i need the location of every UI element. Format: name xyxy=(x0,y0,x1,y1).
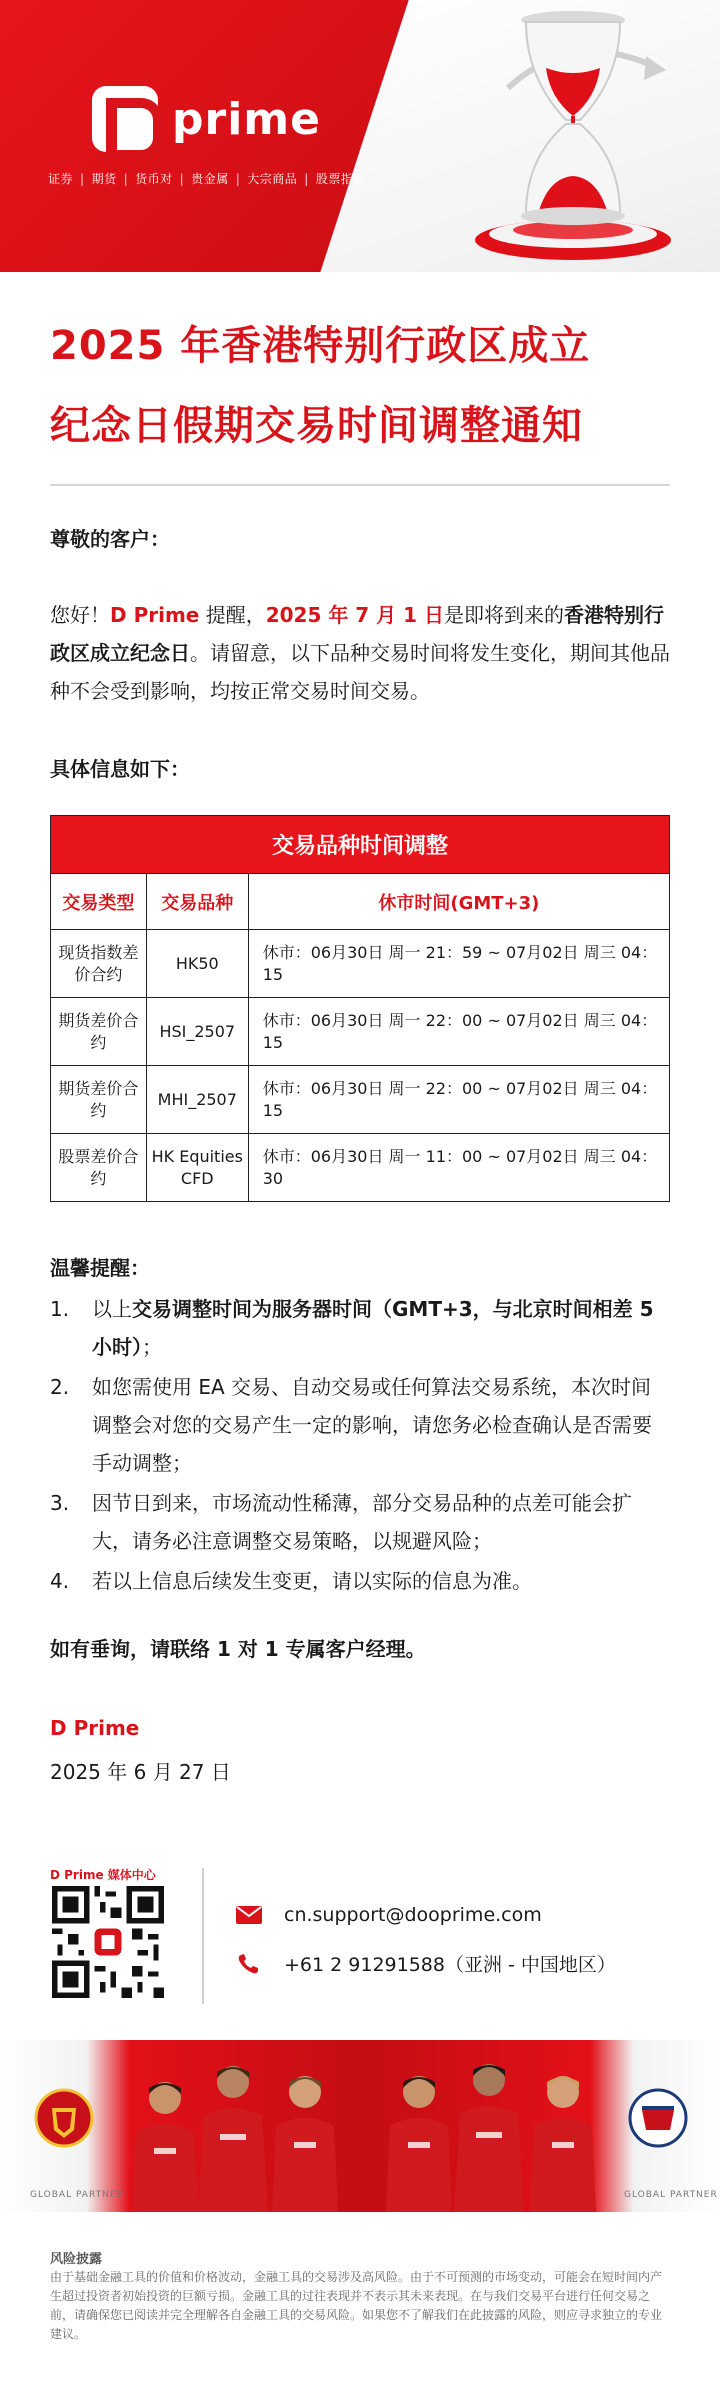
holiday-name: 香港特别行政区成立纪念日 xyxy=(50,603,665,665)
qr-code-icon[interactable] xyxy=(52,1886,164,1998)
brand-wordmark: prime xyxy=(172,93,321,145)
email-link[interactable]: cn.support@dooprime.com xyxy=(284,1904,542,1926)
player-figure-icon xyxy=(268,2066,342,2212)
table-row xyxy=(51,1134,670,1202)
intro-paragraph: 您好！D Prime 提醒，2025 年 7 月 1 日是即将到来的香港特别行政区成立纪念日。请留意，以下品种交易时间将发生变化，期间其他品种不会受到影响，均按正常交易时间交易。 xyxy=(50,603,670,703)
email-icon xyxy=(236,1905,262,1925)
list-item: 2. 如您需使用 EA 交易、自动交易或任何算法交易系统，本次时间调整会对您的交易产生一定的影响，请您务必检查确认是否需要手动调整； xyxy=(50,1375,652,1475)
category-item: 大宗商品 xyxy=(247,172,298,186)
contact-manager-note: 如有垂询，请联络 1 对 1 专属客户经理。 xyxy=(50,1637,426,1661)
player-figure-icon xyxy=(382,2066,456,2212)
category-item: 贵金属 xyxy=(191,172,229,186)
page-title xyxy=(50,306,670,466)
list-item: 4. 若以上信息后续发生变更，请以实际的信息为准。 xyxy=(50,1569,532,1593)
details-label: 具体信息如下： xyxy=(50,757,190,781)
cell-type: 期货差价合约 xyxy=(51,998,147,1066)
cell-type: 股票差价合约 xyxy=(51,1134,147,1202)
cell-time: 休市：06月30日 周一 22：00 ~ 07月02日 周三 04：15 xyxy=(248,998,669,1066)
list-item: 1. 以上交易调整时间为服务器时间（GMT+3，与北京时间相差 5 小时）； xyxy=(50,1297,654,1359)
tips-title: 温馨提醒： xyxy=(50,1256,150,1280)
phone-row[interactable] xyxy=(236,1950,616,1977)
list-item: 3. 因节日到来，市场流动性稀薄，部分交易品种的点差可能会扩大，请务必注意调整交易策略，以规避风险； xyxy=(50,1491,632,1553)
title-line-1: 2025 年香港特别行政区成立 xyxy=(50,323,591,369)
tips-list xyxy=(50,1290,670,1602)
cell-type: 期货差价合约 xyxy=(51,1066,147,1134)
email-row[interactable] xyxy=(236,1904,542,1926)
column-header: 休市时间(GMT+3) xyxy=(248,874,669,930)
table-row xyxy=(51,1066,670,1134)
cell-symbol: HK50 xyxy=(146,930,248,998)
left-partner-label: GLOBAL PARTNER xyxy=(30,2190,124,2200)
risk-title: 风险披露 xyxy=(50,2252,103,2267)
player-figure-icon xyxy=(196,2056,270,2212)
d-logo-icon xyxy=(92,86,158,152)
category-item: 期货 xyxy=(91,172,117,186)
cell-time: 休市：06月30日 周一 22：00 ~ 07月02日 周三 04：15 xyxy=(248,1066,669,1134)
column-header: 交易类型 xyxy=(51,874,147,930)
table-caption: 交易品种时间调整 xyxy=(51,816,670,874)
table-row xyxy=(51,998,670,1066)
cell-symbol: MHI_2507 xyxy=(146,1066,248,1134)
cell-type: 现货指数差价合约 xyxy=(51,930,147,998)
player-figure-icon xyxy=(128,2072,202,2212)
cell-time: 休市：06月30日 周一 21：59 ~ 07月02日 周三 04：15 xyxy=(248,930,669,998)
signature-name: D Prime xyxy=(50,1716,140,1740)
footer-divider xyxy=(202,1868,204,2004)
schedule-table xyxy=(50,815,670,1202)
cell-symbol: HSI_2507 xyxy=(146,998,248,1066)
header-banner xyxy=(0,0,720,272)
divider xyxy=(50,484,670,486)
cell-time: 休市：06月30日 周一 11：00 ~ 07月02日 周三 04：30 xyxy=(248,1134,669,1202)
category-list: 证券 | 期货 | 货币对 | 贵金属 | 大宗商品 | 股票指数 xyxy=(48,172,366,186)
signature-date: 2025 年 6 月 27 日 xyxy=(50,1760,231,1784)
phone-icon xyxy=(236,1954,262,1974)
greeting: 尊敬的客户： xyxy=(50,527,170,551)
hourglass-icon xyxy=(468,8,678,264)
player-figure-icon xyxy=(526,2066,600,2212)
table-row xyxy=(51,930,670,998)
risk-disclosure: 由于基础金融工具的价值和价格波动，金融工具的交易涉及高风险。由于不可预测的市场变动，可能会在短时间内产生超过投资者初始投资的巨额亏损。金融工具的过往表现并不表示其未来表现。在与我们交易平台进行任何交易之前，请确保您已阅读并完全理解各自金融工具的交易风险。如果您不了解我们在此披露的风险，则应寻求独立的专业建议。 xyxy=(50,2270,663,2341)
club-crest-icon xyxy=(34,2088,94,2148)
category-item: 证券 xyxy=(48,172,74,186)
category-item: 股票指数 xyxy=(315,172,366,186)
right-partner-label: GLOBAL PARTNER xyxy=(624,2190,718,2200)
title-line-2: 纪念日假期交易时间调整通知 xyxy=(50,403,583,449)
column-header: 交易品种 xyxy=(146,874,248,930)
partner-banner xyxy=(0,2040,720,2212)
brand-logo xyxy=(92,86,321,152)
media-center-label: D Prime 媒体中心 xyxy=(50,1868,156,1882)
category-item: 货币对 xyxy=(135,172,173,186)
brand-name: D Prime xyxy=(110,603,200,627)
club-crest-icon xyxy=(628,2088,688,2148)
player-figure-icon xyxy=(452,2054,526,2212)
cell-symbol: HK Equities CFD xyxy=(146,1134,248,1202)
phone-number[interactable]: +61 2 91291588（亚洲 - 中国地区） xyxy=(284,1954,616,1976)
holiday-date: 2025 年 7 月 1 日 xyxy=(265,603,445,627)
